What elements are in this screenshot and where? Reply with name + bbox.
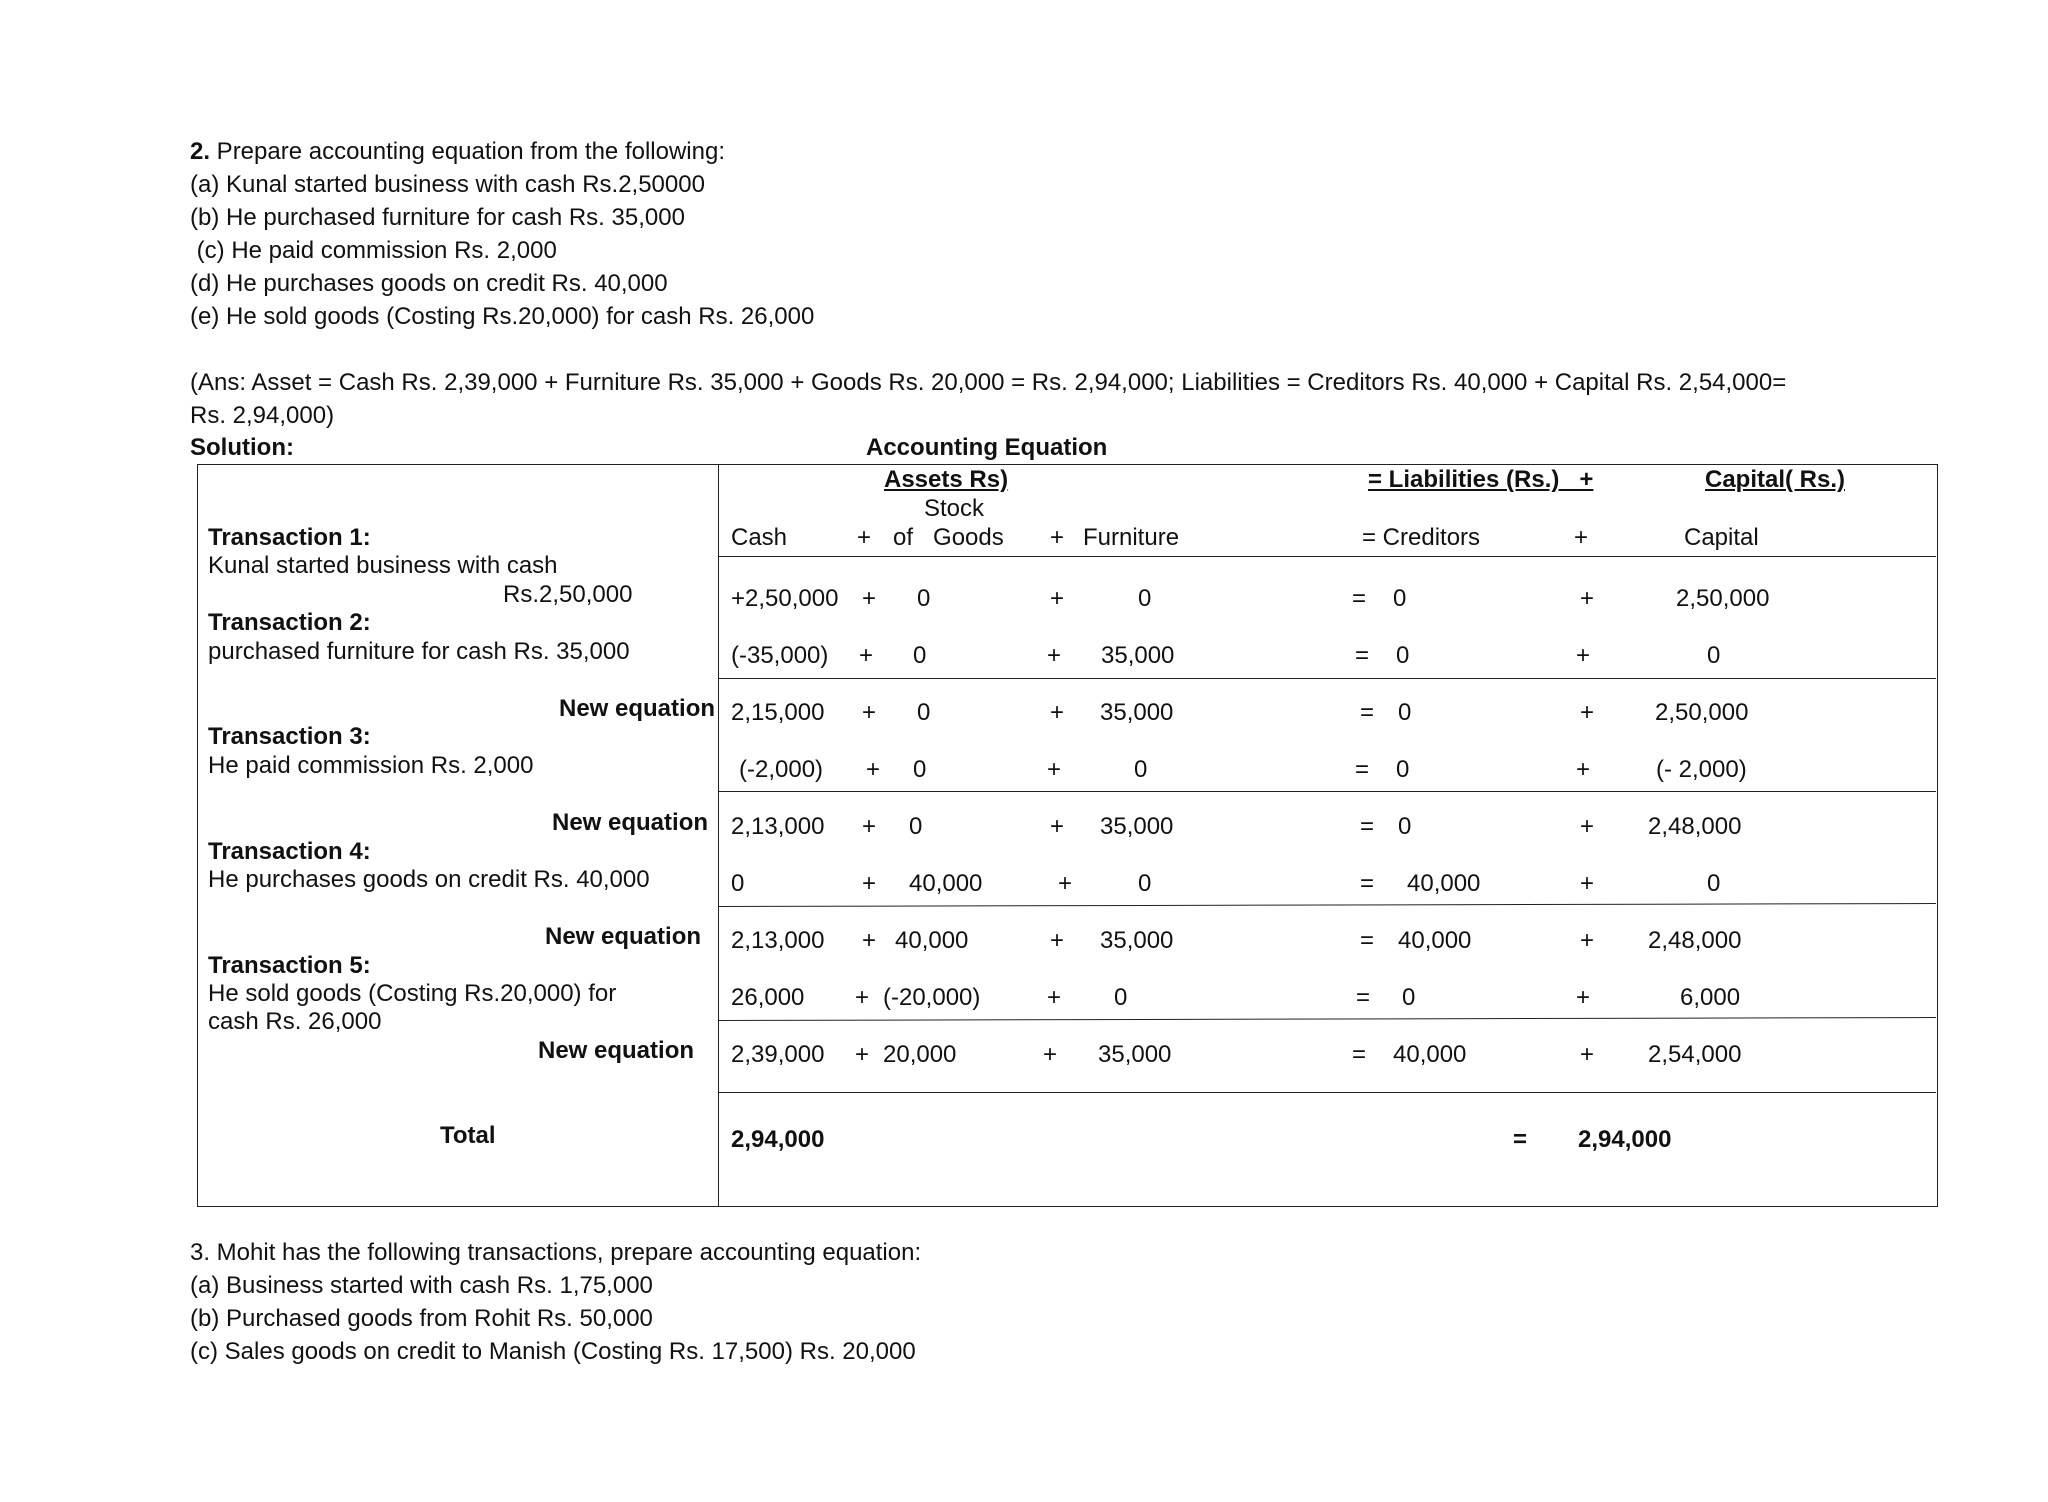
row-5-cash: 2,13,000 [731,813,825,840]
row-9-plus-3: + [1580,1041,1595,1068]
row-3-stock: 0 [917,699,931,726]
row-8-stock: (-20,000) [883,984,981,1011]
row-4-plus-2: + [1047,756,1062,783]
row-5-creditors: 0 [1398,813,1412,840]
row-9-plus-2: + [1043,1041,1058,1068]
row-3-plus-3: + [1580,699,1595,726]
t2-title: Transaction 2: [208,609,371,636]
row-divider-1 [718,678,1936,679]
row-8-plus-1: + [855,984,870,1011]
new-equation-4: New equation [538,1037,695,1064]
row-6-furniture: 0 [1138,870,1152,897]
row-2-plus-1: + [859,642,874,669]
row-3-equals: = [1360,699,1375,726]
row-8-equals: = [1356,984,1371,1011]
t4-title: Transaction 4: [208,838,371,865]
row-9-capital: 2,54,000 [1648,1041,1742,1068]
row-6-creditors: 40,000 [1407,870,1481,897]
row-divider-2 [718,791,1936,792]
t1-title: Transaction 1: [208,524,371,551]
t4-desc: He purchases goods on credit Rs. 40,000 [208,866,650,893]
q2-answer-line2: Rs. 2,94,000) [190,402,335,429]
new-equation-1: New equation [559,695,716,722]
row-4-equals: = [1355,756,1370,783]
row-4-cash: (-2,000) [739,756,824,783]
solution-label: Solution: [190,434,294,461]
col-stock-top: Stock [924,495,985,522]
q2-item-e: (e) He sold goods (Costing Rs.20,000) for cash Rs. 26,000 [190,303,815,330]
total-liabilities-capital: 2,94,000 [1578,1126,1672,1153]
row-6-plus-2: + [1058,870,1073,897]
new-equation-3: New equation [545,923,702,950]
col-furniture: Furniture [1083,524,1180,551]
row-5-capital: 2,48,000 [1648,813,1742,840]
row-3-creditors: 0 [1398,699,1412,726]
row-5-furniture: 35,000 [1100,813,1174,840]
col-plus-2: + [1050,524,1065,551]
row-7-equals: = [1360,927,1375,954]
row-2-furniture: 35,000 [1101,642,1175,669]
row-5-plus-3: + [1580,813,1595,840]
q2-item-a: (a) Kunal started business with cash Rs.2,50000 [190,171,705,198]
row-2-plus-2: + [1047,642,1062,669]
total-assets: 2,94,000 [731,1126,825,1153]
row-5-plus-2: + [1050,813,1065,840]
row-9-furniture: 35,000 [1098,1041,1172,1068]
row-1-cash: +2,50,000 [731,585,839,612]
row-7-capital: 2,48,000 [1648,927,1742,954]
row-2-creditors: 0 [1396,642,1410,669]
col-plus-3: + [1574,524,1589,551]
row-2-plus-3: + [1576,642,1591,669]
capital-header: Capital( Rs.) [1705,466,1846,493]
row-3-plus-2: + [1050,699,1065,726]
row-8-plus-3: + [1576,984,1591,1011]
row-9-plus-1: + [855,1041,870,1068]
total-label: Total [440,1122,496,1149]
row-5-stock: 0 [909,813,923,840]
q2-heading [190,137,725,167]
row-3-furniture: 35,000 [1100,699,1174,726]
row-8-furniture: 0 [1114,984,1128,1011]
liabilities-header-text: = Liabilities (Rs.) + [1368,466,1594,493]
row-6-cash: 0 [731,870,745,897]
row-9-cash: 2,39,000 [731,1041,825,1068]
row-1-plus-2: + [1050,585,1065,612]
row-3-plus-1: + [862,699,877,726]
row-4-stock: 0 [913,756,927,783]
col-stock-bottom: of Goods [893,524,1004,551]
row-6-capital: 0 [1707,870,1721,897]
row-4-furniture: 0 [1134,756,1148,783]
row-4-plus-3: + [1576,756,1591,783]
row-1-creditors: 0 [1393,585,1407,612]
t3-desc: He paid commission Rs. 2,000 [208,752,534,779]
table-column-divider [718,464,719,1206]
row-8-creditors: 0 [1402,984,1416,1011]
t3-title: Transaction 3: [208,723,371,750]
row-1-capital: 2,50,000 [1676,585,1770,612]
row-2-cash: (-35,000) [731,642,829,669]
row-9-creditors: 40,000 [1393,1041,1467,1068]
liabilities-header [1368,466,1593,494]
row-1-plus-3: + [1580,585,1595,612]
row-2-stock: 0 [913,642,927,669]
t5-desc-2: cash Rs. 26,000 [208,1008,382,1035]
q3-item-b: (b) Purchased goods from Rohit Rs. 50,000 [190,1305,653,1332]
col-creditors: = Creditors [1362,524,1481,551]
row-5-plus-1: + [862,813,877,840]
table-title: Accounting Equation [866,434,1108,461]
row-divider-5 [718,1092,1936,1093]
row-6-plus-1: + [862,870,877,897]
row-6-plus-3: + [1580,870,1595,897]
row-8-cash: 26,000 [731,984,805,1011]
col-plus-1: + [857,524,872,551]
row-4-plus-1: + [866,756,881,783]
row-1-plus-1: + [862,585,877,612]
row-7-cash: 2,13,000 [731,927,825,954]
row-1-furniture: 0 [1138,585,1152,612]
row-1-stock: 0 [917,585,931,612]
row-4-creditors: 0 [1396,756,1410,783]
row-9-stock: 20,000 [883,1041,957,1068]
row-6-stock: 40,000 [909,870,983,897]
row-7-plus-3: + [1580,927,1595,954]
row-4-capital: (- 2,000) [1656,756,1747,783]
row-2-equals: = [1355,642,1370,669]
t1-amount: Rs.2,50,000 [503,581,633,608]
assets-header: Assets Rs) [884,466,1009,493]
q3-heading: 3. Mohit has the following transactions, prepare accounting equation: [190,1239,922,1266]
row-7-stock: 40,000 [895,927,969,954]
row-7-creditors: 40,000 [1398,927,1472,954]
col-capital: Capital [1684,524,1759,551]
t2-desc: purchased furniture for cash Rs. 35,000 [208,638,630,665]
new-equation-2: New equation [552,809,709,836]
header-divider [718,556,1936,557]
row-7-plus-1: + [862,927,877,954]
q2-item-c: (c) He paid commission Rs. 2,000 [190,237,557,264]
row-6-equals: = [1360,870,1375,897]
total-equals: = [1513,1126,1528,1153]
q2-heading-text: Prepare accounting equation from the following: [210,138,725,165]
row-9-equals: = [1352,1041,1367,1068]
q2-answer-line1: (Ans: Asset = Cash Rs. 2,39,000 + Furniture Rs. 35,000 + Goods Rs. 20,000 = Rs. 2,94,000; Liabilities = Creditors Rs. 40,000 + Capital Rs. 2,54,000= [190,369,1787,396]
t5-title: Transaction 5: [208,952,371,979]
row-3-cash: 2,15,000 [731,699,825,726]
row-2-capital: 0 [1707,642,1721,669]
col-cash: Cash [731,524,788,551]
q3-item-c: (c) Sales goods on credit to Manish (Costing Rs. 17,500) Rs. 20,000 [190,1338,916,1365]
row-3-capital: 2,50,000 [1655,699,1749,726]
q3-item-a: (a) Business started with cash Rs. 1,75,000 [190,1272,653,1299]
q2-item-d: (d) He purchases goods on credit Rs. 40,000 [190,270,668,297]
row-8-capital: 6,000 [1680,984,1741,1011]
row-5-equals: = [1360,813,1375,840]
t5-desc-1: He sold goods (Costing Rs.20,000) for [208,980,617,1007]
q2-item-b: (b) He purchased furniture for cash Rs. 35,000 [190,204,685,231]
t1-desc: Kunal started business with cash [208,552,558,579]
row-1-equals: = [1352,585,1367,612]
row-7-plus-2: + [1050,927,1065,954]
q2-number: 2. [190,138,211,165]
row-8-plus-2: + [1047,984,1062,1011]
row-7-furniture: 35,000 [1100,927,1174,954]
